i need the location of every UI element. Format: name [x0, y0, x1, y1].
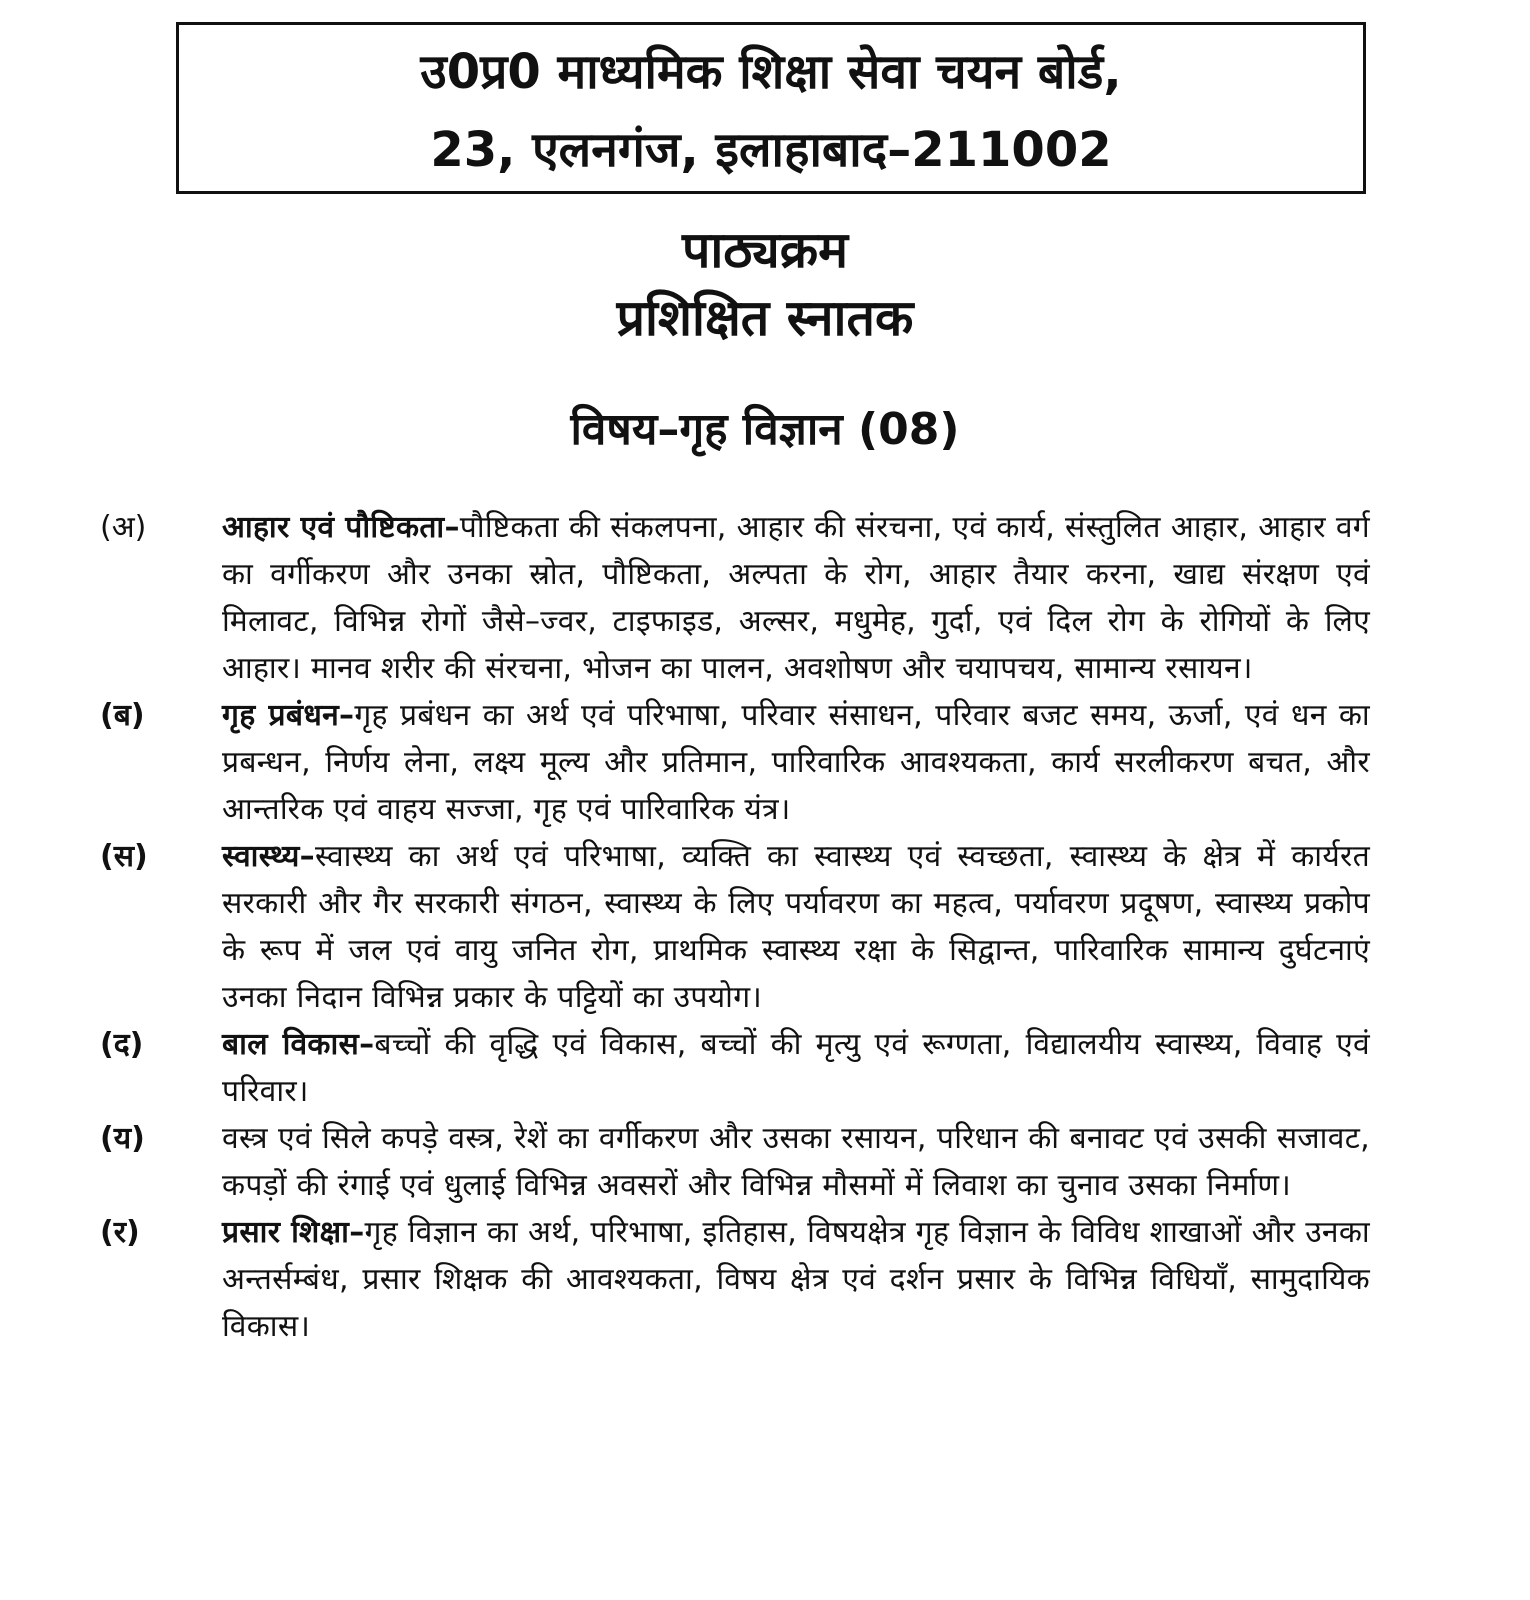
section-body — [222, 504, 1370, 692]
board-name: उ0प्र0 माध्यमिक शिक्षा सेवा चयन बोर्ड, — [420, 44, 1122, 100]
document-type-title: पाठ्यक्रम — [681, 221, 849, 279]
section-home-management — [100, 692, 1370, 833]
section-marker: (स) — [100, 839, 148, 874]
section-marker: (र) — [100, 1215, 140, 1250]
section-marker: (अ) — [100, 510, 147, 545]
section-marker: (द) — [100, 1027, 144, 1062]
section-nutrition — [100, 504, 1370, 692]
section-body — [222, 1115, 1370, 1209]
section-heading: आहार एवं पौष्टिकता– — [222, 510, 460, 545]
section-text: स्वास्थ्य का अर्थ एवं परिभाषा, व्यक्ति का स्वास्थ्य एवं स्वच्छता, स्वास्थ्य के क्षेत्र में कार्यरत सरकारी और गैर सरकारी संगठन, स्वास्थ्य के लिए पर्यावरण का महत्व, पर्यावरण प्रदूषण, स्वास्थ्य प्रकोप के रूप में जल एवं वायु जनित रोग, प्राथमिक स्वास्थ्य रक्षा के सिद्वान्त, पारिवारिक सामान्य दुर्घटनाएं उनका निदान विभिन्न प्रकार के पट्टियों का उपयोग। — [222, 839, 1370, 1015]
section-heading: बाल विकास– — [222, 1027, 375, 1062]
section-text: गृह विज्ञान का अर्थ, परिभाषा, इतिहास, विषयक्षेत्र गृह विज्ञान के विविध शाखाओं और उनका अन्तर्सम्बंध, प्रसार शिक्षक की आवश्यकता, विषय क्षेत्र एवं दर्शन प्रसार के विभिन्न विधियॉं, सामुदायिक विकास। — [222, 1215, 1370, 1344]
section-heading: गृह प्रबंधन– — [222, 698, 355, 733]
section-text: वस्त्र एवं सिले कपड़े वस्त्र, रेशें का वर्गीकरण और उसका रसायन, परिधान की बनावट एवं उसकी सजावट, कपड़ों की रंगाई एवं धुलाई विभिन्न अवसरों और विभिन्न मौसमों में लिवाश का चुनाव उसका निर्माण। — [222, 1121, 1370, 1203]
document-level-title: प्रशिक्षित स्नातक — [616, 289, 914, 347]
section-body — [222, 692, 1370, 833]
section-heading: स्वास्थ्य– — [222, 839, 315, 874]
section-text: पौष्टिकता की संकलपना, आहार की संरचना, एवं कार्य, संस्तुलित आहार, आहार वर्ग का वर्गीकरण और उनका स्रोत, पौष्टिकता, अल्पता के रोग, आहार तैयार करना, खाद्य संरक्षण एवं मिलावट, विभिन्न रोगों जैसे–ज्वर, टाइफाइड, अल्सर, मधुमेह, गुर्दा, एवं दिल रोग के रोगियों के लिए आहार। मानव शरीर की संरचना, भोजन का पालन, अवशोषण और चयापचय, सामान्य रसायन। — [222, 510, 1370, 686]
section-body — [222, 1021, 1370, 1115]
section-body — [222, 833, 1370, 1021]
section-child-development — [100, 1021, 1370, 1115]
section-marker: (ब) — [100, 698, 145, 733]
subject-title: विषय–गृह विज्ञान (08) — [570, 404, 960, 455]
board-address: 23, एलनगंज, इलाहाबाद–211002 — [430, 122, 1112, 178]
section-text: गृह प्रबंधन का अर्थ एवं परिभाषा, परिवार संसाधन, परिवार बजट समय, ऊर्जा, एवं धन का प्रबन्धन, निर्णय लेना, लक्ष्य मूल्य और प्रतिमान, पारिवारिक आवश्यकता, कार्य सरलीकरण बचत, और आन्तरिक एवं वाहय सज्जा, गृह एवं पारिवारिक यंत्र। — [222, 698, 1371, 827]
board-header-box — [176, 22, 1366, 194]
section-textiles — [100, 1115, 1370, 1209]
section-extension-education — [100, 1209, 1370, 1350]
section-marker: (य) — [100, 1121, 145, 1156]
section-body — [222, 1209, 1370, 1350]
section-heading: प्रसार शिक्षा– — [222, 1215, 365, 1250]
section-health — [100, 833, 1370, 1021]
section-text: बच्चों की वृद्धि एवं विकास, बच्चों की मृत्यु एवं रूग्णता, विद्यालयीय स्वास्थ्य, विवाह एवं परिवार। — [222, 1027, 1370, 1109]
syllabus-sections — [100, 504, 1370, 1350]
